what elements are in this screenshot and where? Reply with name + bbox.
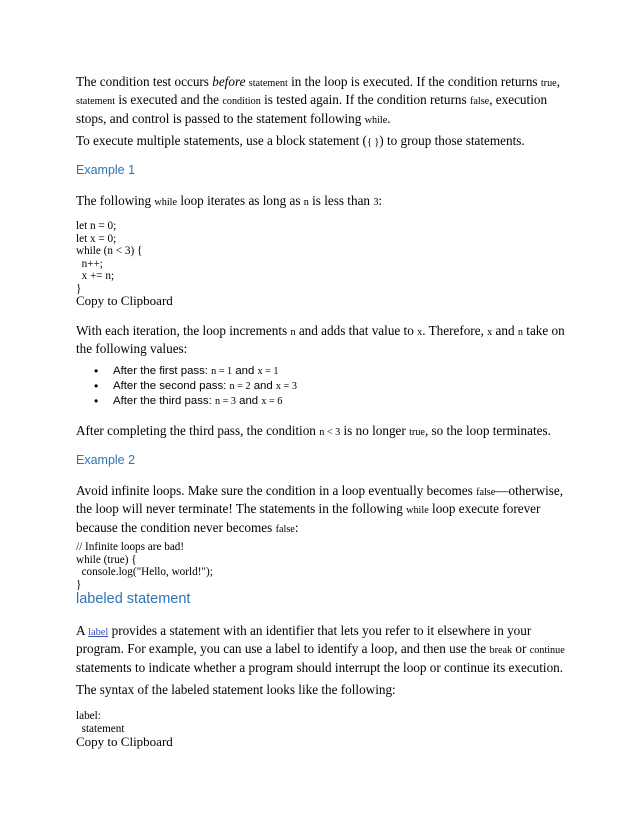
paragraph-while-intro: The following while loop iterates as long as n is less than 3: [76,193,383,208]
copy-to-clipboard-button[interactable]: Copy to Clipboard [76,293,173,308]
copy-to-clipboard-button[interactable]: Copy to Clipboard [76,734,173,749]
list-item: • After the third pass: n = 3 and x = 6 [94,394,297,409]
heading-labeled-statement: labeled statement [76,591,191,607]
list-item: • After the first pass: n = 1 and x = 1 [94,364,297,379]
heading-example-2: Example 2 [76,453,136,467]
list-item: • After the second pass: n = 2 and x = 3 [94,379,297,394]
code-block-infinite-loop: // Infinite loops are bad! while (true) { console.log("Hello, world!"); } [76,541,213,591]
code-block-label-syntax: label: statement [76,710,125,735]
paragraph-label: A label provides a statement with an identifier that lets you refer to it elsewhere in your program. For example, you can use a label to identify a loop, and then use the break or continue statements to indicate whether a program should interrupt the loop or continue its execution. [76,623,565,675]
label-link[interactable]: label [88,627,109,638]
paragraph-infinite-loops: Avoid infinite loops. Make sure the condition in a loop eventually becomes false—otherwise, the loop will never terminate! The statements in the following while loop execute forever because the condition never becomes false: [76,483,564,535]
pass-values-list [94,364,297,409]
paragraph-condition-test: The condition test occurs before statement in the loop is executed. If the condition returns true, statement is executed and the condition is tested again. If the condition returns false, execution stops, and control is passed to the statement following while. [76,74,560,126]
paragraph-iteration: With each iteration, the loop increments n and adds that value to x. Therefore, x and n take on the following values: [76,323,565,357]
paragraph-syntax: The syntax of the labeled statement looks like the following: [76,682,396,697]
heading-example-1: Example 1 [76,163,136,177]
paragraph-loop-terminates: After completing the third pass, the condition n < 3 is no longer true, so the loop terminates. [76,423,551,438]
code-block-while-loop: let n = 0; let x = 0; while (n < 3) { n++; x += n; } [76,220,143,295]
paragraph-block-statement: To execute multiple statements, use a block statement ({ }) to group those statements. [76,133,525,148]
